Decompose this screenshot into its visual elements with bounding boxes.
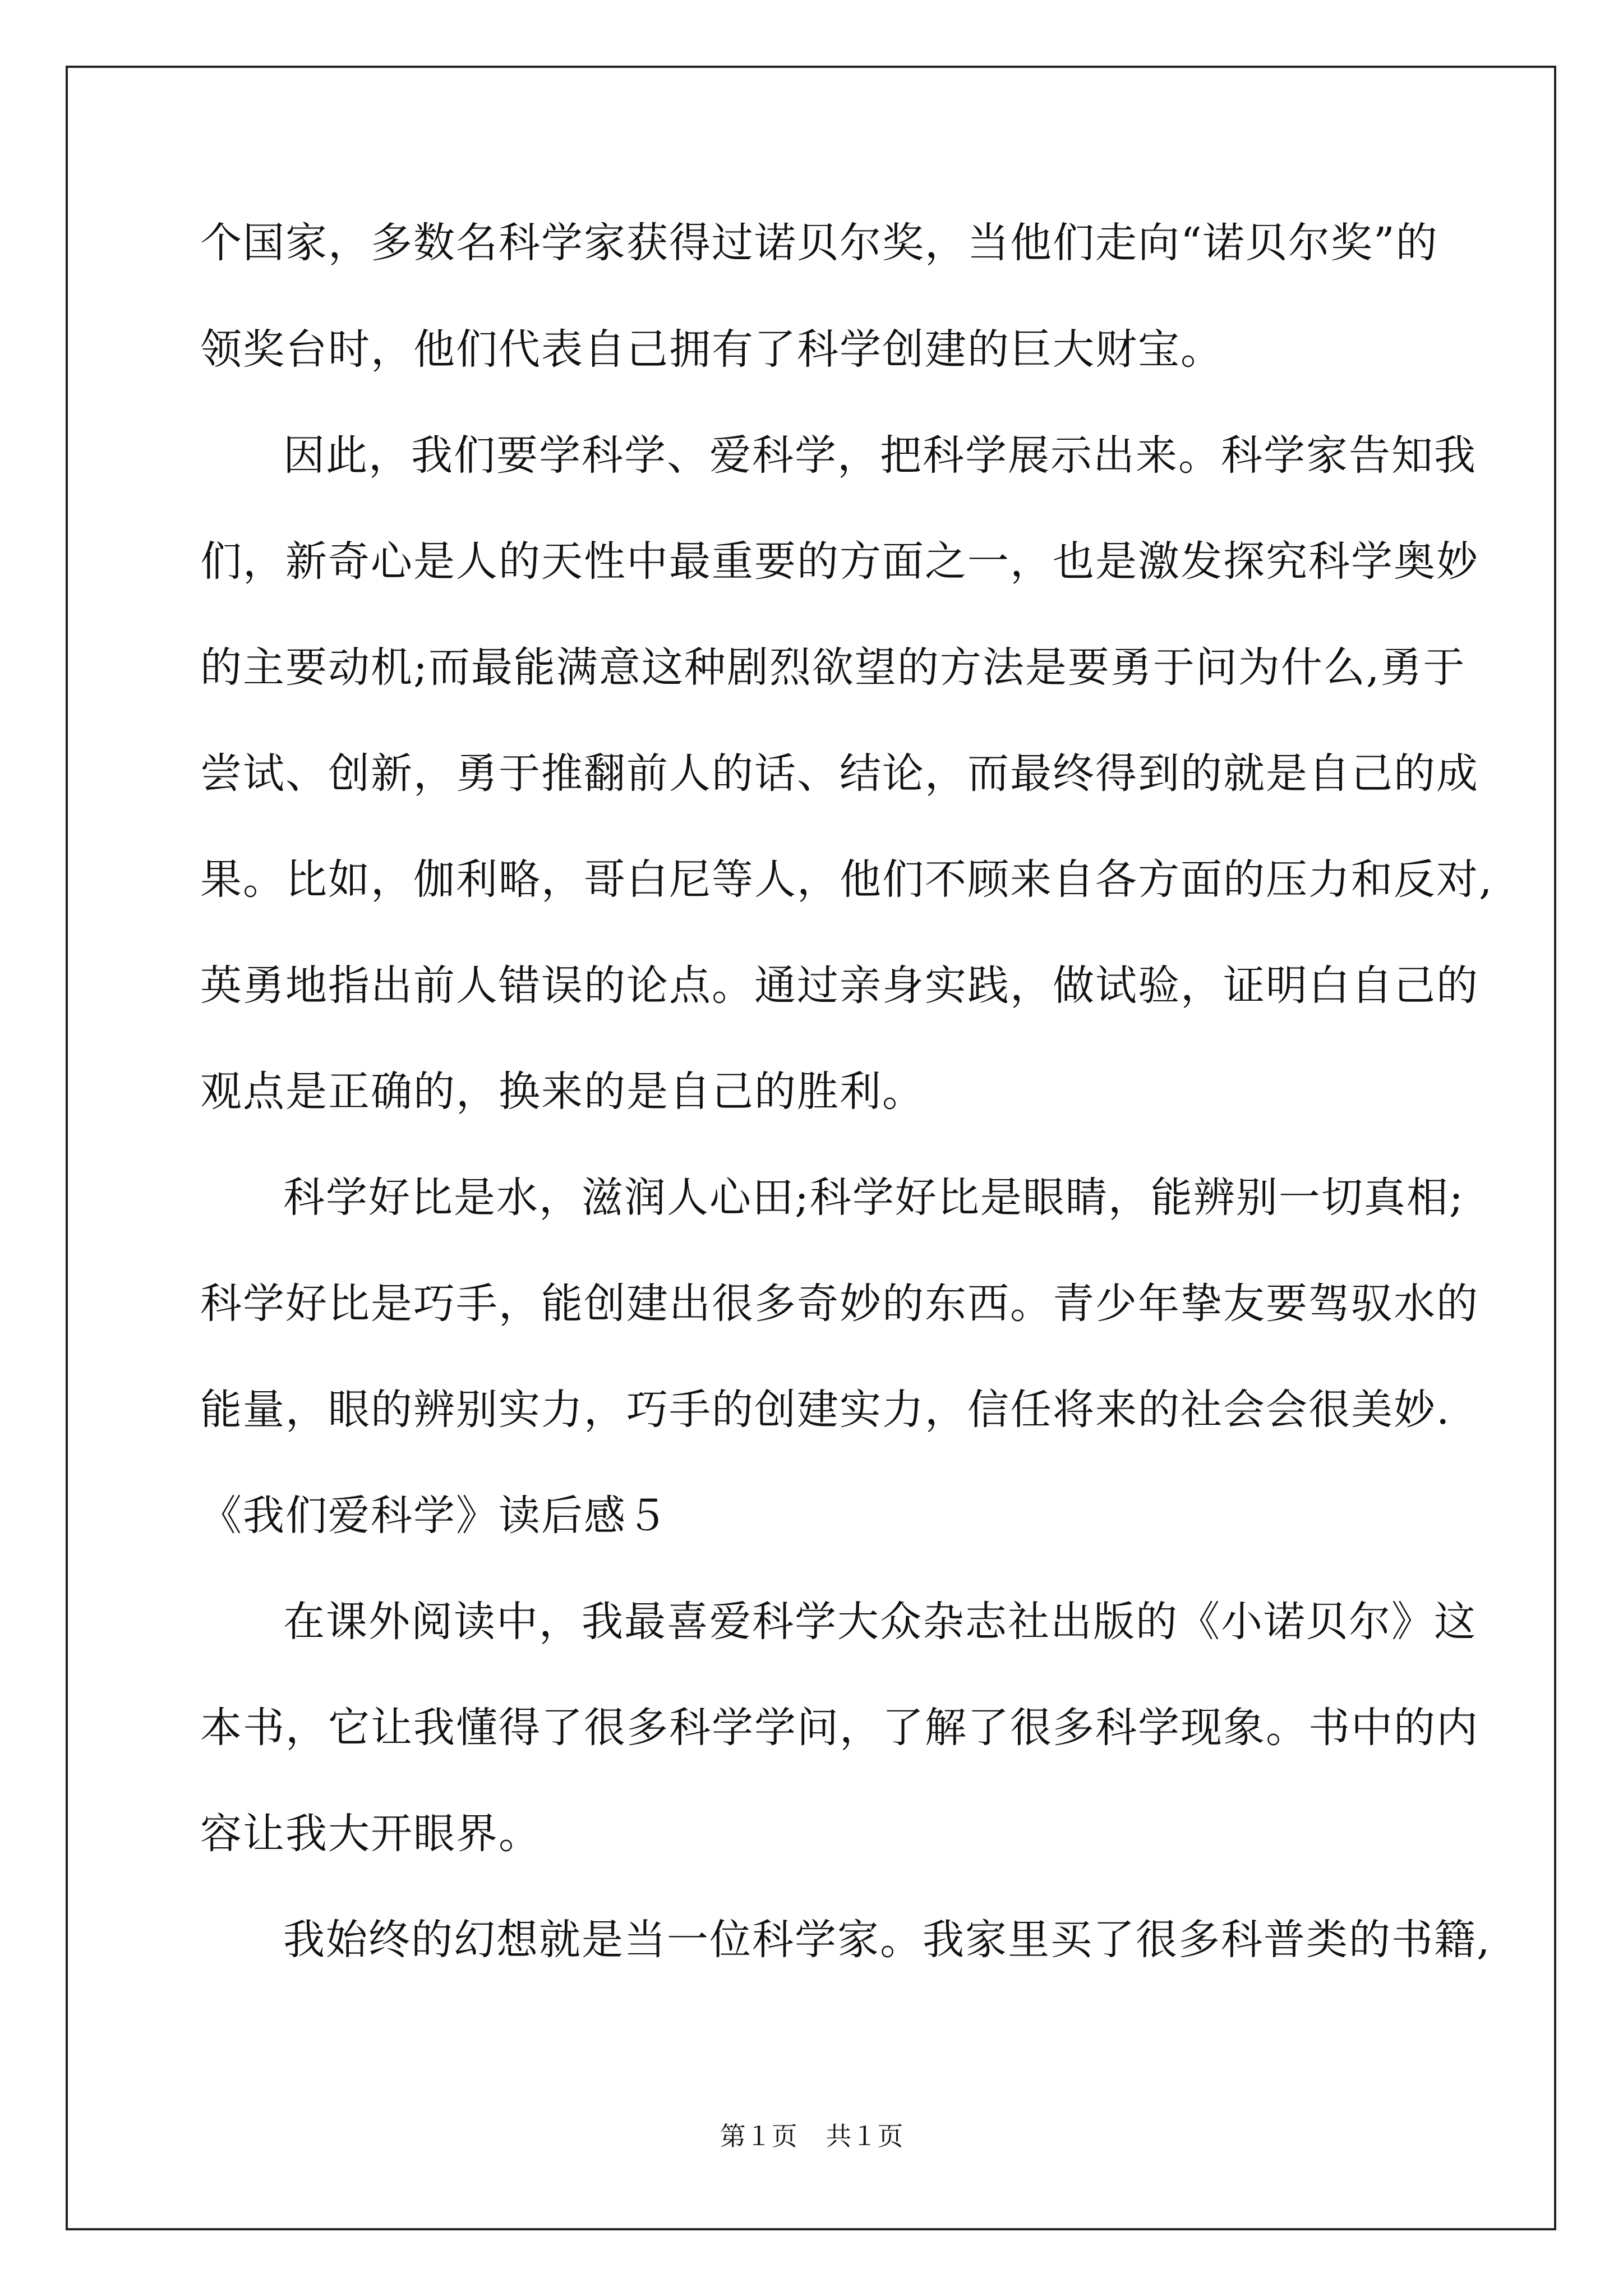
text-line-7: 果。比如，伽利略，哥白尼等人，他们不顾来自各方面的压力和反对,: [200, 855, 1493, 904]
text-line-11: 科学好比是巧手，能创建出很多奇妙的东西。青少年挚友要驾驭水的: [200, 1280, 1479, 1328]
paragraph-start-line-10: 科学好比是水，滋润人心田;科学好比是眼睛，能辨别一切真相;: [283, 1174, 1464, 1222]
text-line-5: 的主要动机;而最能满意这种剧烈欲望的方法是要勇于问为什么,勇于: [200, 643, 1466, 692]
section-heading: 《我们爱科学》读后感５: [200, 1492, 669, 1540]
text-line-15: 本书，它让我懂得了很多科学学问，了解了很多科学现象。书中的内: [200, 1704, 1479, 1752]
text-line-1: 个国家，多数名科学家获得过诺贝尔奖，当他们走向“诺贝尔奖”的: [200, 219, 1438, 267]
page-total: 共１页: [826, 2121, 903, 2151]
text-line-6: 尝试、创新，勇于推翻前人的话、结论，而最终得到的就是自己的成: [200, 749, 1479, 798]
page-footer: [0, 2119, 1623, 2153]
text-line-4: 们，新奇心是人的天性中最重要的方面之一，也是激发探究科学奥妙: [200, 537, 1479, 586]
page-border: [66, 66, 1556, 2230]
page-number: 第１页: [720, 2121, 797, 2151]
text-line-16: 容让我大开眼界。: [200, 1810, 541, 1858]
paragraph-start-line-3: 因此，我们要学科学、爱科学，把科学展示出来。科学家告知我: [283, 431, 1477, 480]
paragraph-start-line-14: 在课外阅读中，我最喜爱科学大众杂志社出版的《小诺贝尔》这: [283, 1598, 1477, 1646]
text-line-8: 英勇地指出前人错误的论点。通过亲身实践，做试验，证明白自己的: [200, 961, 1479, 1010]
paragraph-start-line-17: 我始终的幻想就是当一位科学家。我家里买了很多科普类的书籍,: [283, 1916, 1491, 1964]
text-line-12: 能量，眼的辨别实力，巧手的创建实力，信任将来的社会会很美妙.: [200, 1386, 1451, 1434]
text-line-9: 观点是正确的，换来的是自己的胜利。: [200, 1068, 925, 1116]
text-line-2: 领奖台时，他们代表自己拥有了科学创建的巨大财宝。: [200, 325, 1223, 374]
